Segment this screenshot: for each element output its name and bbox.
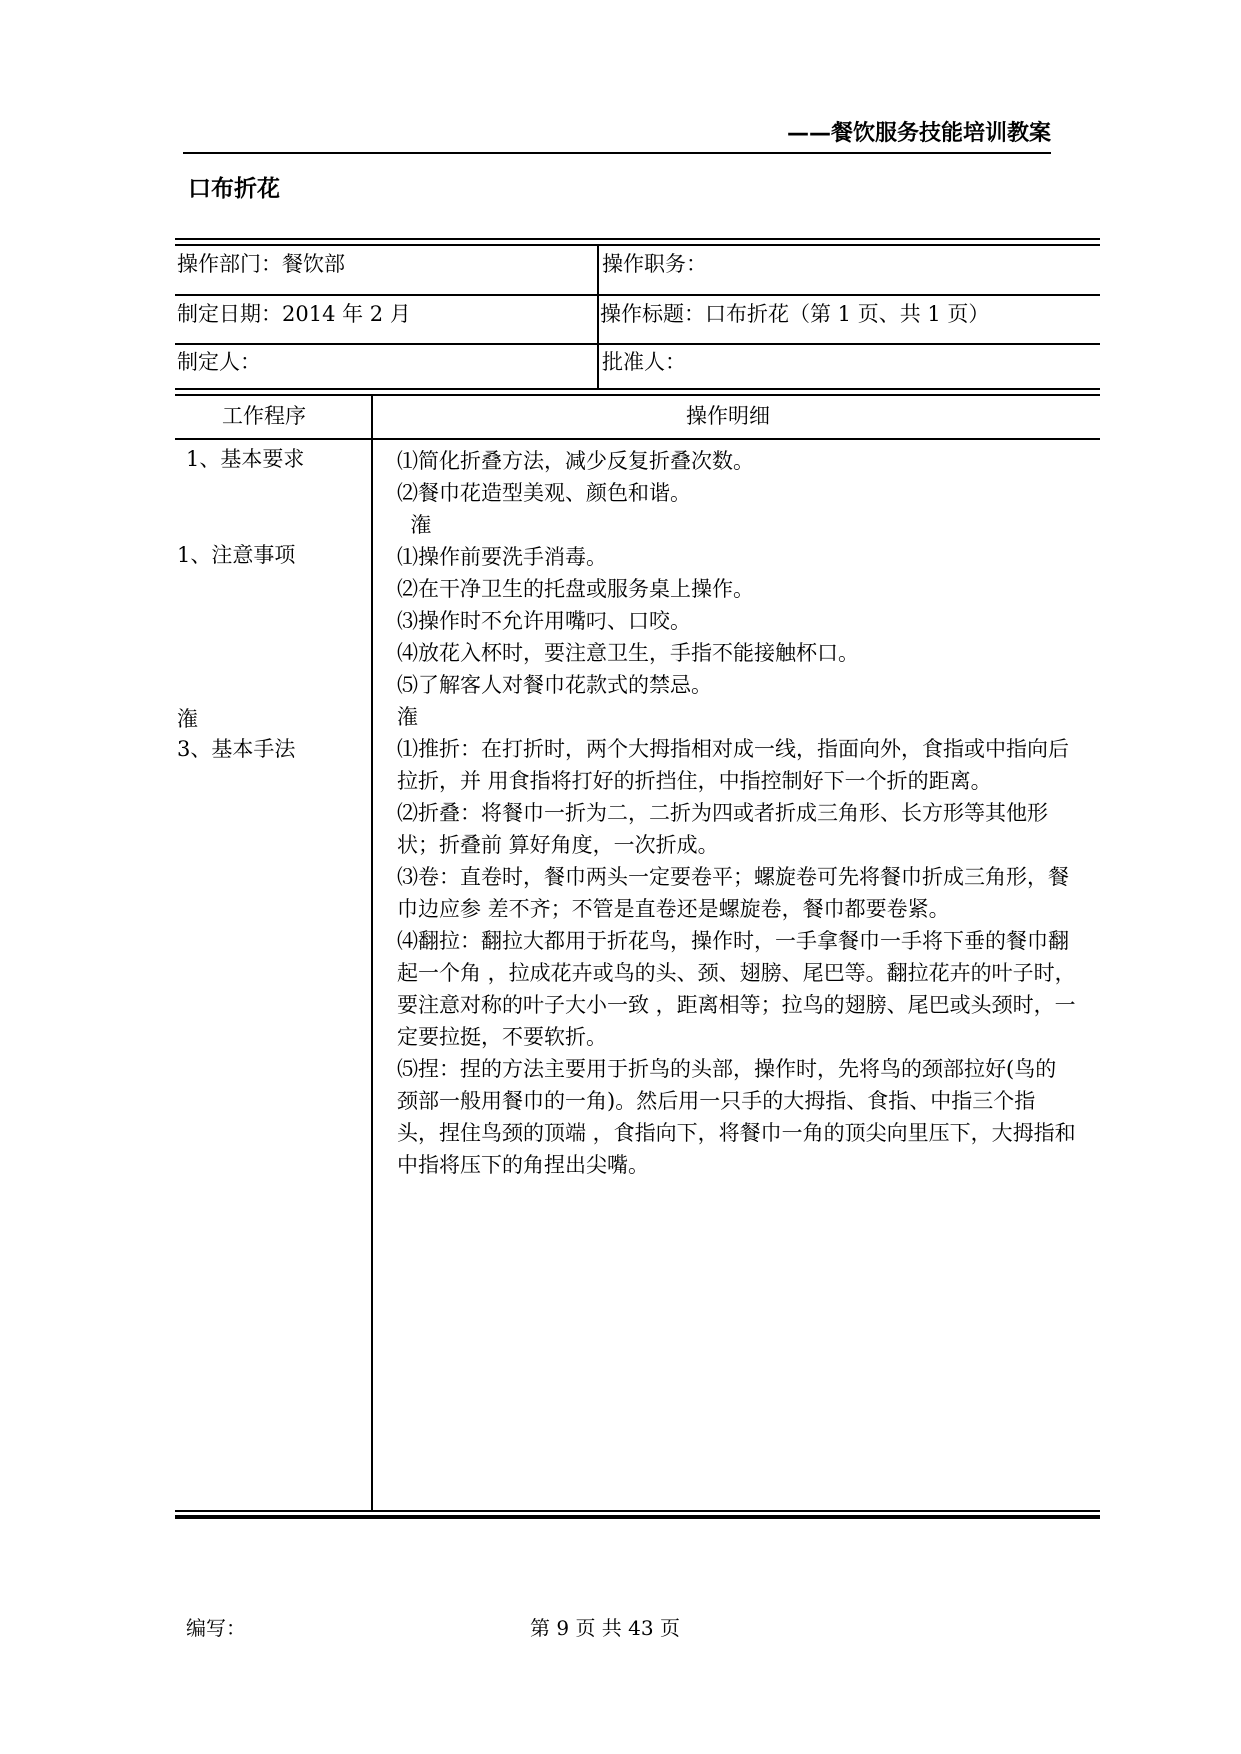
header-rule [183, 152, 1051, 154]
detail-line: ⑴简化折叠方法，减少反复折叠次数。 [397, 449, 754, 473]
detail-paragraph: ⑴推折：在打折时，两个大拇指相对成一线，指面向外，食指或中指向后拉折，并 用食指将打好的折挡住，中指控制好下一个折的距离。 [397, 737, 1069, 793]
info-row-divider-2 [175, 343, 1100, 345]
main-table-bottom-rule-2 [175, 1515, 1100, 1519]
detail-line: ⑶操作时不允许用嘴叼、口咬。 [397, 609, 691, 633]
detail-line: ⑴操作前要洗手消毒。 [397, 545, 607, 569]
footer-page-info: 第 9 页 共 43 页 [530, 1616, 680, 1640]
detail-paragraph: ⑵折叠：将餐巾一折为二，二折为四或者折成三角形、长方形等其他形状；折叠前 算好角度，一次折成。 [397, 801, 1048, 857]
procedure-item: 1、基本要求 [186, 447, 305, 471]
info-dept: 操作部门：餐饮部 [177, 252, 345, 276]
detail-paragraph: ⑶卷：直卷时，餐巾两头一定要卷平；螺旋卷可先将餐巾折成三角形，餐巾边应参 差不齐；不管是直卷还是螺旋卷，餐巾都要卷紧。 [397, 865, 1069, 921]
main-table-header-rule [175, 438, 1100, 440]
procedure-item: 潅 [177, 707, 198, 731]
info-position: 操作职务： [602, 252, 707, 276]
main-table-top-rule [175, 388, 1100, 390]
footer-writer: 编写： [186, 1616, 246, 1640]
detail-block [397, 445, 1077, 1181]
main-table-top-rule-2 [175, 394, 1100, 396]
detail-line: 潅 [397, 705, 418, 729]
detail-paragraph: ⑷翻拉：翻拉大都用于折花鸟，操作时，一手拿餐巾一手将下垂的餐巾翻起一个角 ，拉成花卉或鸟的头、颈、翅膀、尾巴等。翻拉花卉的叶子时，要注意对称的叶子大小一致 ，距离相等；拉鸟的翅膀、尾巴或头颈时，一定要拉挺，不要软折。 [397, 929, 1076, 1049]
info-author: 制定人： [177, 350, 261, 374]
info-date: 制定日期：2014 年 2 月 [177, 302, 411, 326]
detail-line: 潅 [397, 513, 432, 537]
procedure-item: 1、注意事项 [177, 543, 296, 567]
info-top-rule-2 [175, 244, 1100, 246]
procedure-item: 3、基本手法 [177, 737, 296, 761]
main-table-column-divider [371, 394, 373, 1510]
info-row-divider-1 [175, 294, 1100, 296]
info-approver: 批准人： [602, 350, 686, 374]
detail-line: ⑷放花入杯时，要注意卫生，手指不能接触杯口。 [397, 641, 859, 665]
detail-line: ⑵在干净卫生的托盘或服务桌上操作。 [397, 577, 754, 601]
info-top-rule [175, 238, 1100, 240]
column-header-detail: 操作明细 [686, 404, 770, 428]
detail-line: ⑵餐巾花造型美观、颜色和谐。 [397, 481, 691, 505]
detail-line: ⑸了解客人对餐巾花款式的禁忌。 [397, 673, 712, 697]
main-table-bottom-rule [175, 1510, 1100, 1512]
detail-paragraph: ⑸捏：捏的方法主要用于折鸟的头部，操作时，先将鸟的颈部拉好(鸟的 颈部一般用餐巾的一角)。然后用一只手的大拇指、食指、中指三个指头，捏住鸟颈的顶端 ，食指向下，将餐巾一角的顶尖向里压下，大拇指和中指将压下的角捏出尖嘴。 [397, 1057, 1076, 1177]
header-title: ——餐饮服务技能培训教案 [786, 121, 1051, 146]
document-title: 口布折花 [188, 176, 280, 202]
info-op-title: 操作标题：口布折花（第 1 页、共 1 页） [600, 302, 990, 326]
info-column-divider [597, 244, 599, 388]
column-header-procedure: 工作程序 [222, 404, 306, 428]
